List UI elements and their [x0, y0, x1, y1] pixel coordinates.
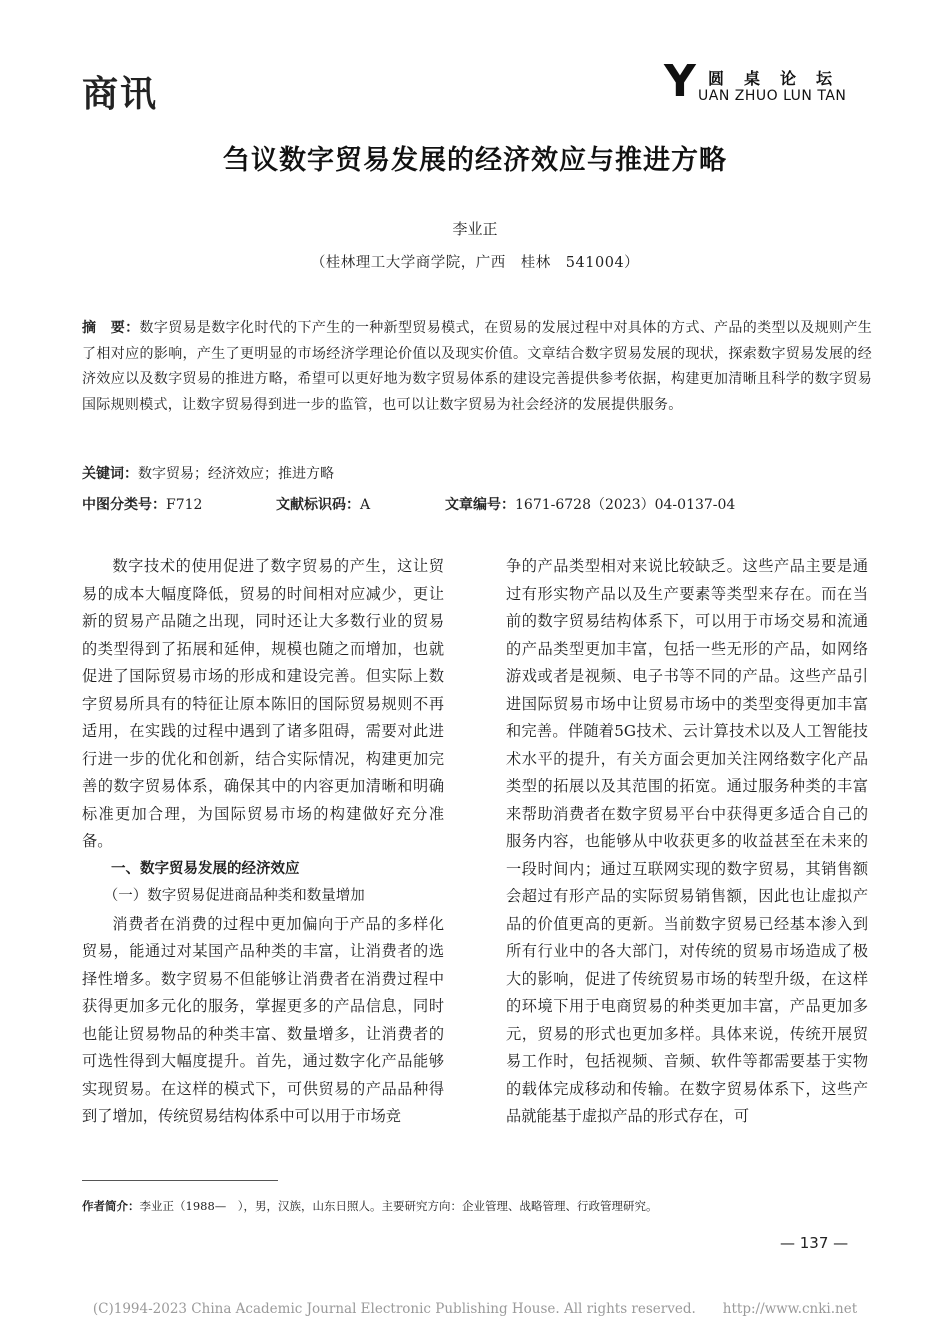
body-paragraph: 争的产品类型相对来说比较缺乏。这些产品主要是通过有形实物产品以及生产要素等类型来存在。而在当前的数字贸易结构体系下，可以用于市场交易和流通的产品类型更加丰富，包括一些无形的产品，如网络游戏或者是视频、电子书等不同的产品。这些产品引进国际贸易市场中让贸易市场中的类型变得更加丰富和完善。伴随着5G技术、云计算技术以及人工智能技术水平的提升，有关方面会更加关注网络数字化产品类型的拓展以及其范围的拓宽。通过服务种类的丰富来帮助消费者在数字贸易平台中获得更多适合自己的服务内容，也能够从中收获更多的收益甚至在未来的一段时间内；通过互联网实现的数字贸易，其销售额会超过有形产品的实际贸易销售额，因此也让虚拟产品的价值更高的更新。当前数字贸易已经基本渗入到所有行业中的各大部门，对传统的贸易市场造成了极大的影响，促进了传统贸易市场的转型升级，在这样的环境下用于电商贸易的种类更加丰富，产品更加多元，贸易的形式也更加多样。具体来说，传统开展贸易工作时，包括视频、音频、软件等都需要基于实物的载体完成移动和传输。在数字贸易体系下，这些产品就能基于虚拟产品的形式存在，可	[506, 557, 868, 1125]
footnote-text: 李业正（1988— ），男，汉族，山东日照人。主要研究方向：企业管理、战略管理、行政管理研究。	[139, 1199, 658, 1213]
abstract	[82, 316, 872, 418]
column-logo-letter: Y	[664, 56, 696, 107]
column-logo-english: UAN ZHUO LUN TAN	[698, 88, 847, 104]
article-title: 刍议数字贸易发展的经济效应与推进方略	[223, 145, 727, 176]
keywords	[82, 463, 872, 483]
body-column-left	[82, 553, 444, 1131]
body-column-right	[506, 553, 868, 1131]
author-footnote	[82, 1198, 658, 1214]
article-author: 李业正	[452, 220, 498, 238]
document-code-label: 文献标识码：	[276, 497, 360, 513]
keywords-label: 关键词：	[82, 466, 138, 482]
body-paragraph: 消费者在消费的过程中更加偏向于产品的多样化贸易，能通过对某国产品种类的丰富，让消费者的选择性增多。数字贸易不但能够让消费者在消费过程中获得更加多元化的服务，掌握更多的产品信息，同时也能让贸易物品的种类丰富、数量增多，让消费者的可选性得到大幅度提升。首先，通过数字化产品能够实现贸易。在这样的模式下，可供贸易的产品品种得到了增加，传统贸易结构体系中可以用于市场竞	[82, 914, 444, 1125]
journal-logo-left: 商讯	[82, 73, 159, 115]
section-heading: 一、数字贸易发展的经济效应	[111, 860, 300, 877]
column-logo	[664, 56, 864, 110]
footnote-label: 作者简介：	[82, 1199, 140, 1213]
clc-number	[82, 494, 202, 514]
abstract-text: 数字贸易是数字化时代的下产生的一种新型贸易模式，在贸易的发展过程中对具体的方式、产品的类型以及规则产生了相对应的影响，产生了更明显的市场经济学理论价值以及现实价值。文章结合数字贸易发展的现状，探索数字贸易发展的经济效应以及数字贸易的推进方略，希望可以更好地为数字贸易体系的建设完善提供参考依据，构建更加清晰且科学的数字贸易国际规则模式，让数字贸易得到进一步的监管，也可以让数字贸易为社会经济的发展提供服务。	[82, 320, 873, 413]
column-logo-chinese: 圆桌论坛	[708, 69, 853, 88]
article-number-label: 文章编号：	[445, 497, 515, 513]
footnote-divider	[82, 1180, 278, 1181]
page-number: — 137 —	[780, 1234, 849, 1252]
clc-label: 中图分类号：	[82, 497, 166, 513]
clc-value: F712	[166, 497, 203, 513]
document-code-value: A	[360, 497, 371, 513]
body-paragraph: 数字技术的使用促进了数字贸易的产生，这让贸易的成本大幅度降低，贸易的时间相对应减少，更让新的贸易产品随之出现，同时还让大多数行业的贸易的类型得到了拓展和延伸，规模也随之而增加，也就促进了国际贸易市场的形成和建设完善。但实际上数字贸易所具有的特征让原本陈旧的国际贸易规则不再适用，在实践的过程中遇到了诸多阻碍，需要对此进行进一步的优化和创新，结合实际情况，构建更加完善的数字贸易体系，确保其中的内容更加清晰和明确标准更加合理，为国际贸易市场的构建做好充分准备。	[82, 557, 444, 850]
article-number-value: 1671-6728（2023）04-0137-04	[515, 497, 736, 513]
author-affiliation: （桂林理工大学商学院，广西 桂林 541004）	[310, 255, 640, 271]
subsection-heading: （一）数字贸易促进商品种类和数量增加	[103, 888, 365, 904]
document-code	[276, 494, 370, 514]
abstract-label: 摘 要：	[82, 320, 140, 336]
copyright-notice: (C)1994-2023 China Academic Journal Electronic Publishing House. All rights reserved. http://www.cnki.net	[92, 1301, 858, 1317]
article-number	[445, 494, 735, 514]
keywords-text: 数字贸易；经济效应；推进方略	[138, 466, 334, 482]
